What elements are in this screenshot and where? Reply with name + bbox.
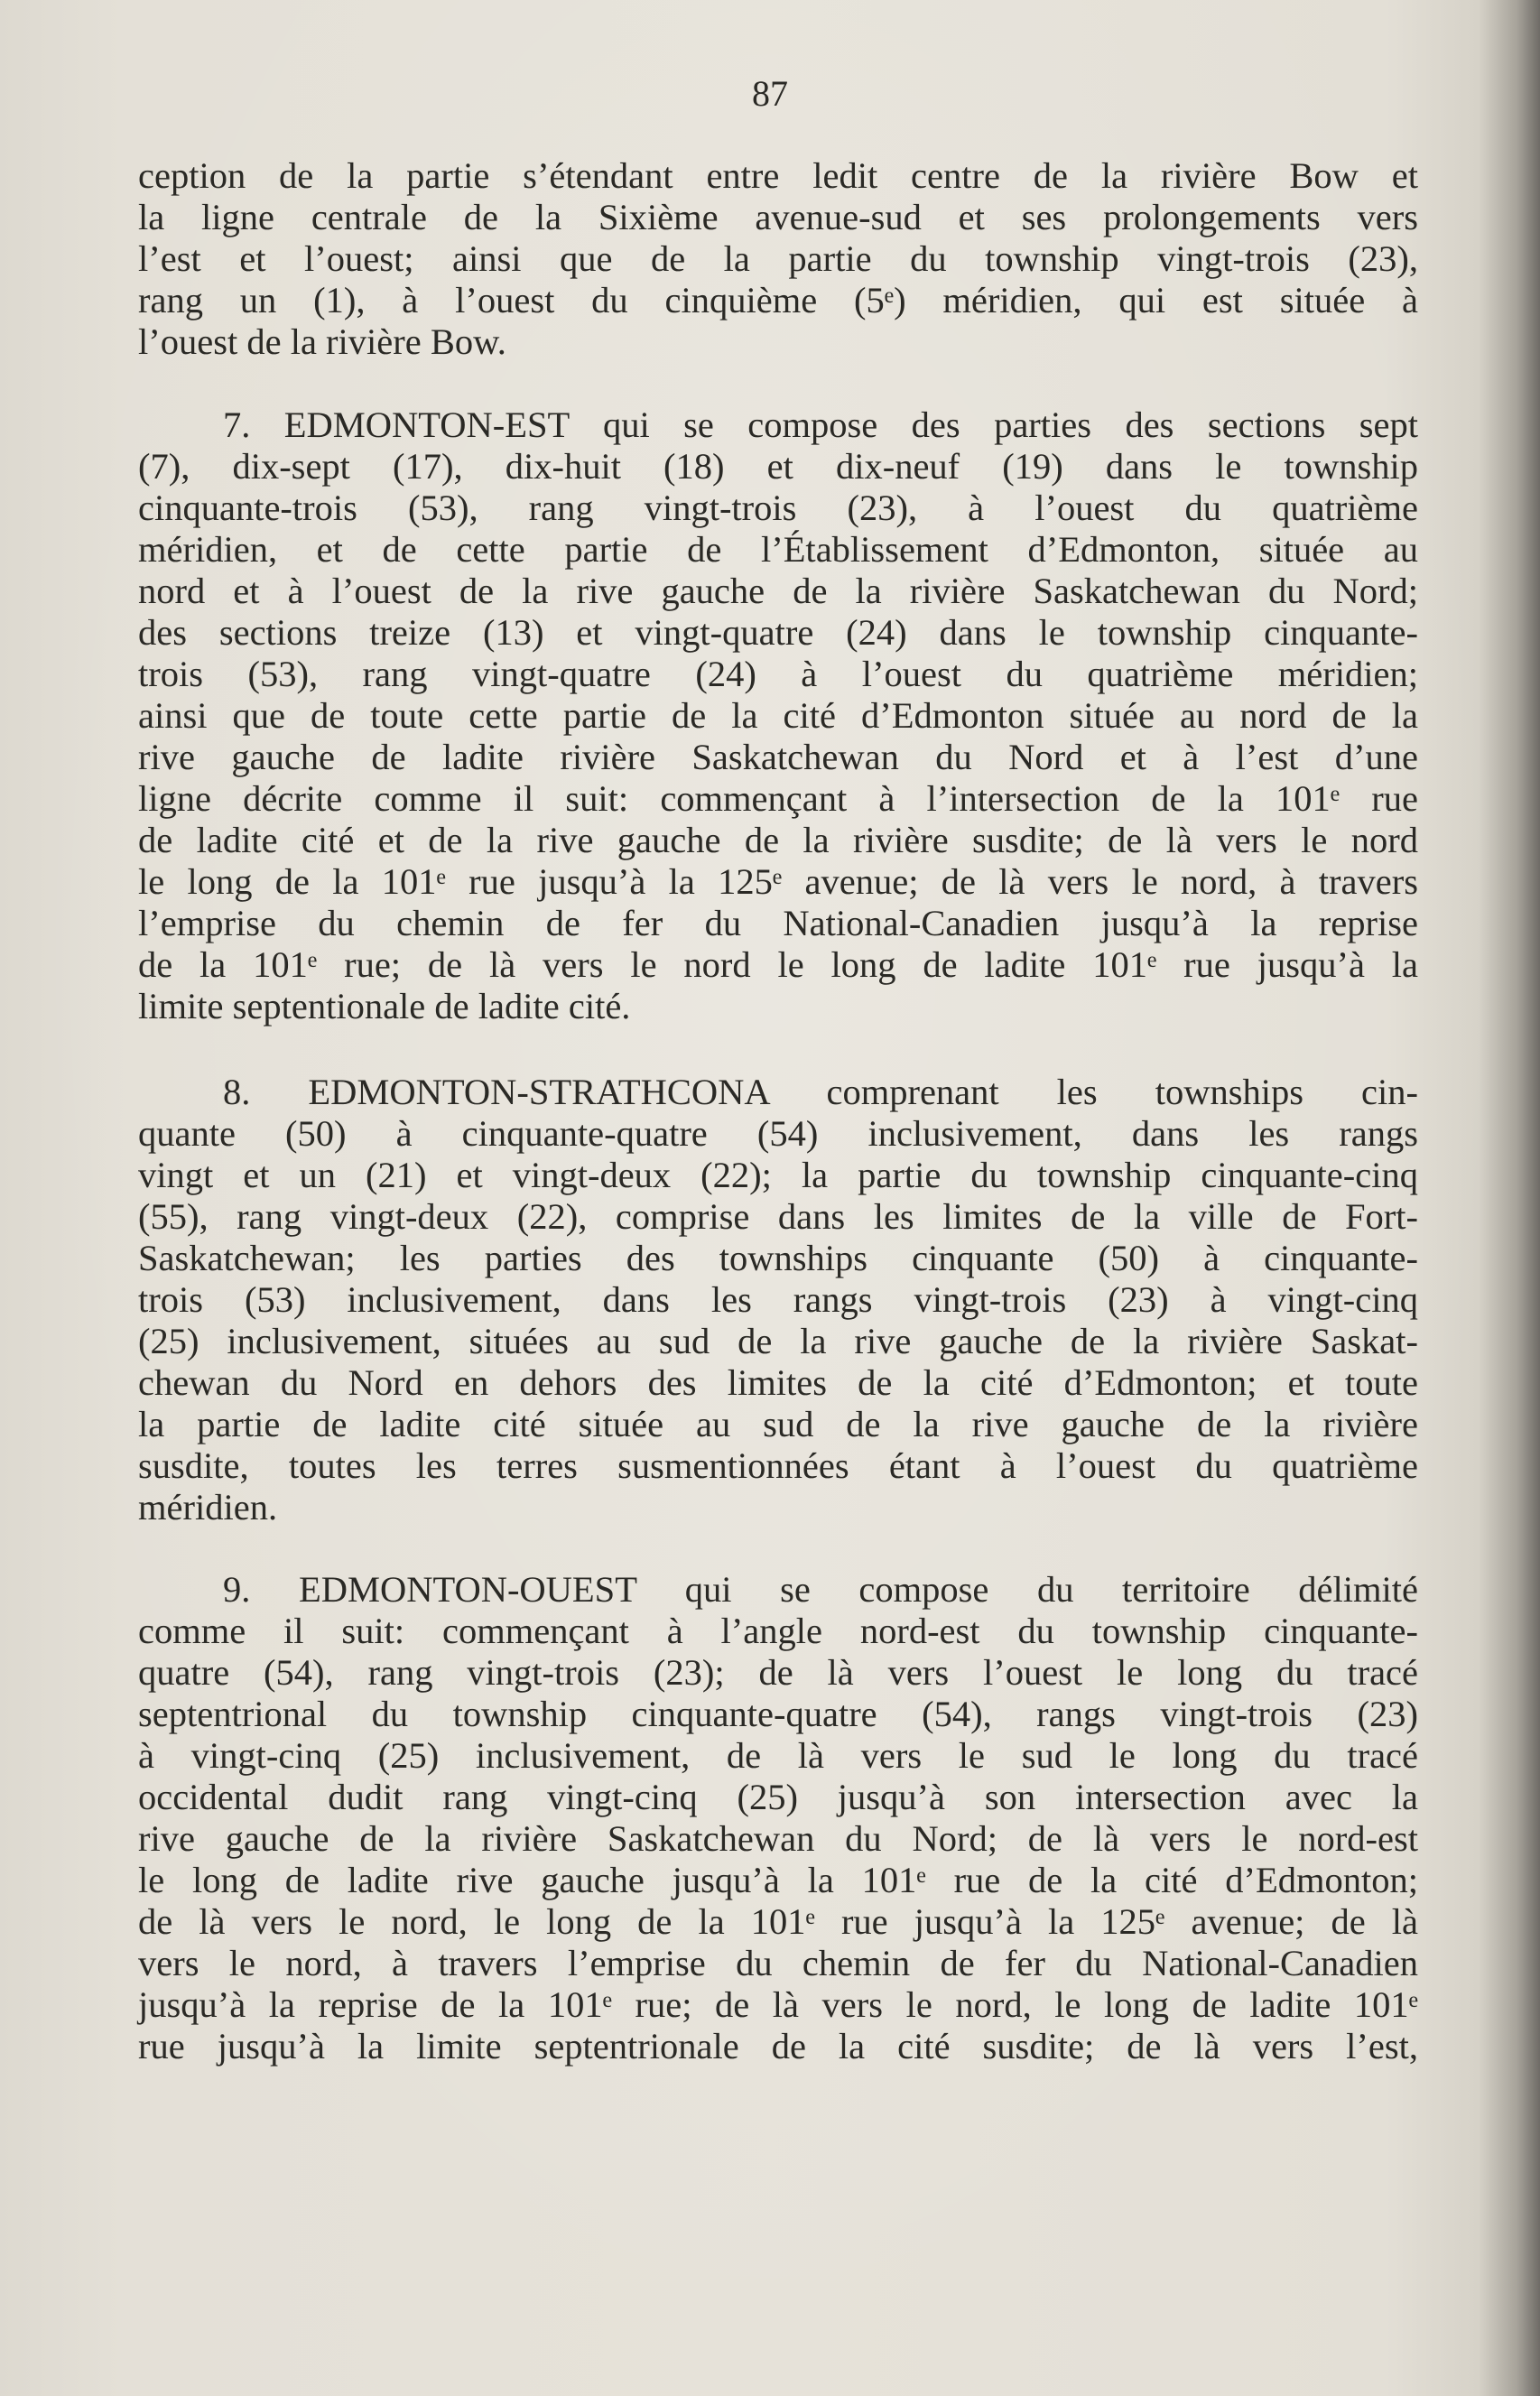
text-line: rive gauche de la rivière Saskatchewan du Nord; de là vers le nord-est: [138, 1818, 1418, 1859]
text-line: nord et à l’ouest de la rive gauche de la rivière Saskatchewan du Nord;: [138, 571, 1418, 611]
text-line: quante (50) à cinquante-quatre (54) inclusivement, dans les rangs: [138, 1113, 1418, 1154]
text-line: septentrional du township cinquante-quatre (54), rangs vingt-trois (23): [138, 1694, 1418, 1734]
text-line: (7), dix-sept (17), dix-huit (18) et dix-neuf (19) dans le township: [138, 446, 1418, 487]
text-line: ception de la partie s’étendant entre ledit centre de la rivière Bow et: [138, 155, 1418, 196]
text-line: vingt et un (21) et vingt-deux (22); la partie du township cinquante-cinq: [138, 1155, 1418, 1195]
text-line: à vingt-cinq (25) inclusivement, de là vers le sud le long du tracé: [138, 1735, 1418, 1776]
text-line: trois (53), rang vingt-quatre (24) à l’ouest du quatrième méridien;: [138, 654, 1418, 694]
text-line: quatre (54), rang vingt-trois (23); de là vers l’ouest le long du tracé: [138, 1652, 1418, 1693]
text-line: rang un (1), à l’ouest du cinquième (5ᵉ) méridien, qui est située à: [138, 280, 1418, 320]
text-line: jusqu’à la reprise de la 101ᵉ rue; de là vers le nord, le long de ladite 101ᵉ: [138, 1984, 1418, 2025]
text-line: de ladite cité et de la rive gauche de la rivière susdite; de là vers le nord: [138, 820, 1418, 860]
text-line: méridien, et de cette partie de l’Établissement d’Edmonton, située au: [138, 529, 1418, 570]
text-line: cinquante-trois (53), rang vingt-trois (23), à l’ouest du quatrième: [138, 488, 1418, 528]
paragraph-edmonton-strathcona: [138, 1072, 1418, 1528]
text-line: le long de la 101ᵉ rue jusqu’à la 125ᵉ avenue; de là vers le nord, à travers: [138, 861, 1418, 902]
text-line: trois (53) inclusivement, dans les rangs vingt-trois (23) à vingt-cinq: [138, 1279, 1418, 1320]
text-line: l’est et l’ouest; ainsi que de la partie du township vingt-trois (23),: [138, 238, 1418, 279]
paragraph-continuation: [138, 155, 1418, 363]
text-line: Saskatchewan; les parties des townships cinquante (50) à cinquante-: [138, 1238, 1418, 1278]
text-line: de là vers le nord, le long de la 101ᵉ rue jusqu’à la 125ᵉ avenue; de là: [138, 1901, 1418, 1942]
text-line: des sections treize (13) et vingt-quatre (24) dans le township cinquante-: [138, 612, 1418, 653]
text-line: comme il suit: commençant à l’angle nord-est du township cinquante-: [138, 1611, 1418, 1651]
page-number: 87: [752, 73, 788, 114]
text-line: 8. EDMONTON-STRATHCONA comprenant les townships cin-: [223, 1072, 1418, 1112]
text-line: méridien.: [138, 1487, 278, 1528]
paragraph-edmonton-ouest: [138, 1569, 1418, 2067]
text-line: la partie de ladite cité située au sud de la rive gauche de la rivière: [138, 1404, 1418, 1444]
text-line: chewan du Nord en dehors des limites de la cité d’Edmonton; et toute: [138, 1362, 1418, 1403]
text-line: limite septentionale de ladite cité.: [138, 986, 631, 1026]
text-line: rue jusqu’à la limite septentrionale de la cité susdite; de là vers l’est,: [138, 2026, 1418, 2066]
text-line: rive gauche de ladite rivière Saskatchewan du Nord et à l’est d’une: [138, 737, 1418, 777]
paragraph-edmonton-est: [138, 404, 1418, 1027]
text-line: de la 101ᵉ rue; de là vers le nord le long de ladite 101ᵉ rue jusqu’à la: [138, 944, 1418, 985]
text-line: la ligne centrale de la Sixième avenue-sud et ses prolongements vers: [138, 197, 1418, 237]
text-line: ligne décrite comme il suit: commençant à l’intersection de la 101ᵉ rue: [138, 778, 1418, 819]
text-line: l’emprise du chemin de fer du National-Canadien jusqu’à la reprise: [138, 903, 1418, 943]
text-line: (55), rang vingt-deux (22), comprise dans les limites de la ville de Fort-: [138, 1196, 1418, 1237]
text-line: le long de ladite rive gauche jusqu’à la 101ᵉ rue de la cité d’Edmonton;: [138, 1860, 1418, 1900]
text-line: (25) inclusivement, situées au sud de la rive gauche de la rivière Saskat-: [138, 1321, 1418, 1361]
text-line: l’ouest de la rivière Bow.: [138, 321, 506, 362]
text-line: 7. EDMONTON-EST qui se compose des parties des sections sept: [223, 404, 1418, 445]
text-line: 9. EDMONTON-OUEST qui se compose du territoire délimité: [223, 1569, 1418, 1610]
text-line: vers le nord, à travers l’emprise du chemin de fer du National-Canadien: [138, 1943, 1418, 1983]
text-line: ainsi que de toute cette partie de la cité d’Edmonton située au nord de la: [138, 695, 1418, 736]
text-line: susdite, toutes les terres susmentionnées étant à l’ouest du quatrième: [138, 1445, 1418, 1486]
text-line: occidental dudit rang vingt-cinq (25) jusqu’à son intersection avec la: [138, 1777, 1418, 1817]
